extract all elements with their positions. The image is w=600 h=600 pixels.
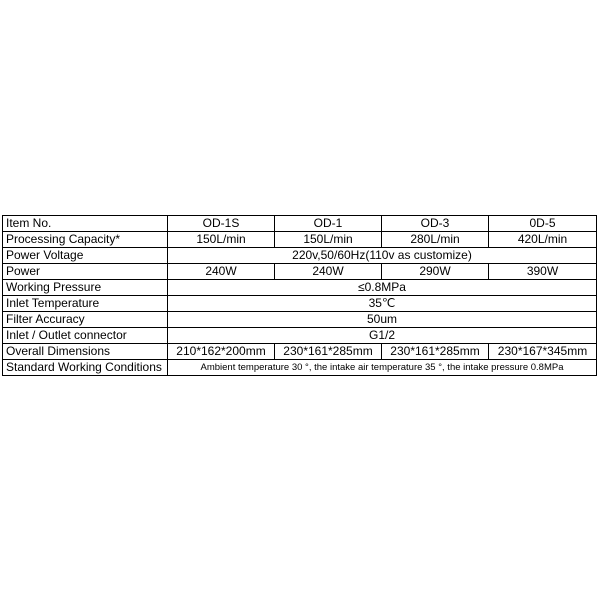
row-label-standard-working-conditions: Standard Working Conditions (3, 360, 168, 376)
power-od-3: 290W (382, 264, 489, 280)
inlet-outlet-connector-value: G1/2 (168, 328, 597, 344)
row-label-inlet-temperature: Inlet Temperature (3, 296, 168, 312)
table-row-filter-accuracy (3, 312, 597, 328)
inlet-temperature-value: 35℃ (168, 296, 597, 312)
overall-dimensions-od-1s: 210*162*200mm (168, 344, 275, 360)
filter-accuracy-value: 50um (168, 312, 597, 328)
processing-capacity-od-3: 280L/min (382, 232, 489, 248)
working-pressure-value: ≤0.8MPa (168, 280, 597, 296)
processing-capacity-od-1s: 150L/min (168, 232, 275, 248)
power-od-1: 240W (275, 264, 382, 280)
table-row-working-pressure (3, 280, 597, 296)
model-od-3: OD-3 (382, 216, 489, 232)
row-label-processing-capacity: Processing Capacity* (3, 232, 168, 248)
table-row-header (3, 216, 597, 232)
power-od-1s: 240W (168, 264, 275, 280)
row-label-inlet-outlet-connector: Inlet / Outlet connector (3, 328, 168, 344)
table-row-inlet-outlet-connector (3, 328, 597, 344)
row-label-filter-accuracy: Filter Accuracy (3, 312, 168, 328)
table-row-inlet-temperature (3, 296, 597, 312)
row-label-item-no: Item No. (3, 216, 168, 232)
row-label-working-pressure: Working Pressure (3, 280, 168, 296)
model-od-1: OD-1 (275, 216, 382, 232)
table-row-power-voltage (3, 248, 597, 264)
table-row-processing-capacity (3, 232, 597, 248)
model-od-1s: OD-1S (168, 216, 275, 232)
processing-capacity-od-5: 420L/min (489, 232, 597, 248)
power-od-5: 390W (489, 264, 597, 280)
table-row-power (3, 264, 597, 280)
power-voltage-value: 220v,50/60Hz(110v as customize) (168, 248, 597, 264)
overall-dimensions-od-3: 230*161*285mm (382, 344, 489, 360)
model-od-5: 0D-5 (489, 216, 597, 232)
table-row-overall-dimensions (3, 344, 597, 360)
overall-dimensions-od-1: 230*161*285mm (275, 344, 382, 360)
standard-working-conditions-value: Ambient temperature 30 °, the intake air temperature 35 °, the intake pressure 0.8MPa (168, 360, 597, 376)
row-label-power-voltage: Power Voltage (3, 248, 168, 264)
row-label-overall-dimensions: Overall Dimensions (3, 344, 168, 360)
spec-table (2, 215, 597, 376)
row-label-power: Power (3, 264, 168, 280)
processing-capacity-od-1: 150L/min (275, 232, 382, 248)
overall-dimensions-od-5: 230*167*345mm (489, 344, 597, 360)
table-row-standard-working-conditions (3, 360, 597, 376)
